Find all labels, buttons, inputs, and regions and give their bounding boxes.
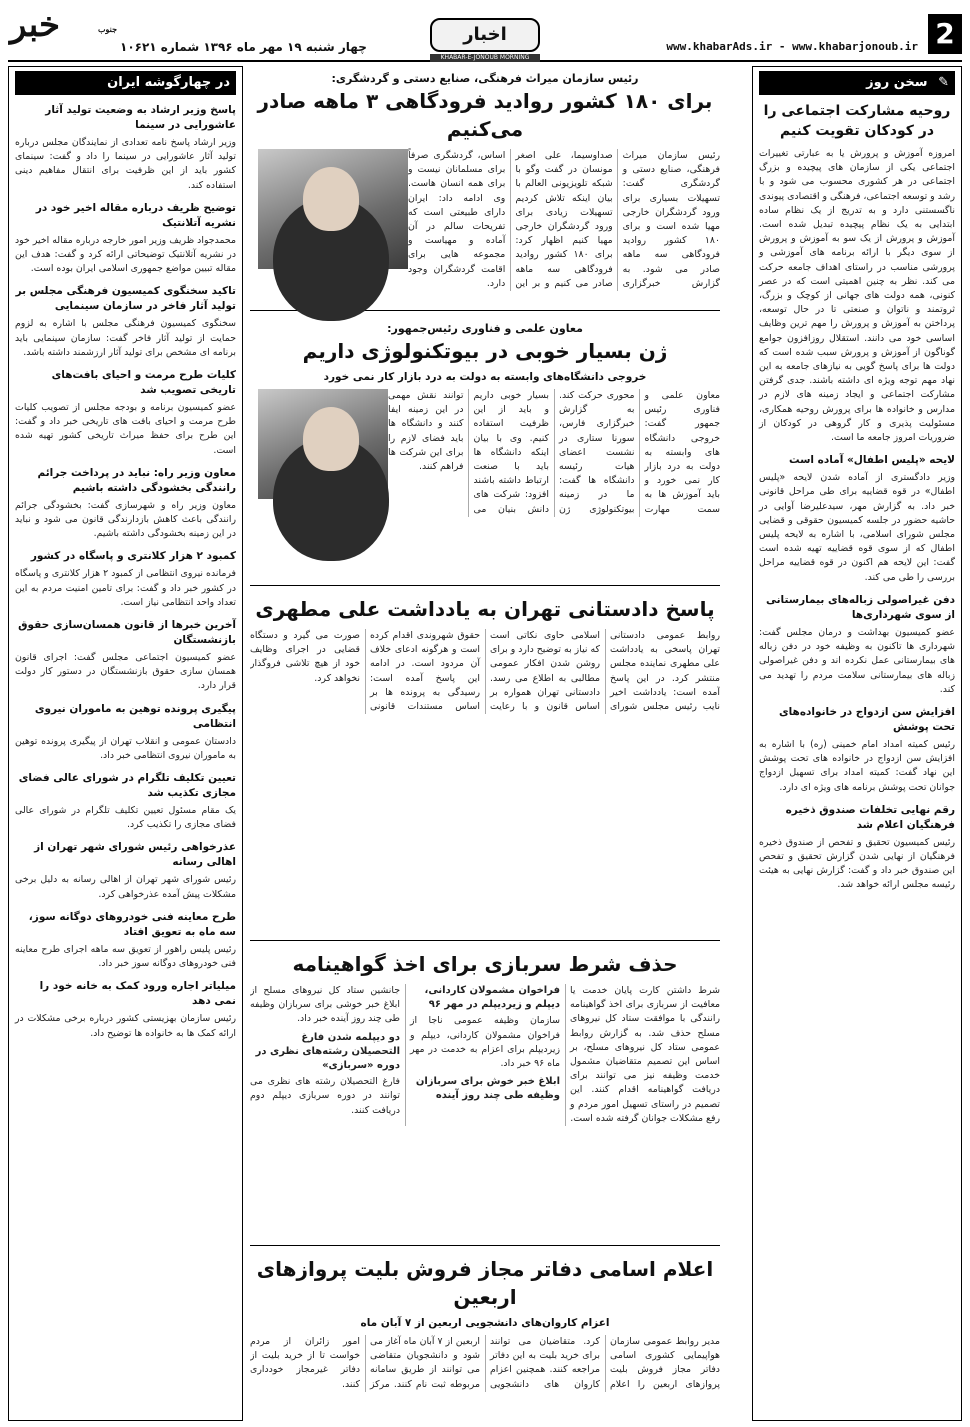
sub-heading: فراخوان مشمولان کاردانی، دیپلم و زیردیپلم در مهر ۹۶ [424,985,560,1011]
story-headline[interactable]: ژن بسیار خوبی در بیوتکنولوژی داریم [302,339,668,363]
story-headline[interactable]: حذف شرط سربازی برای اخذ گواهینامه [292,952,678,976]
list-item-body: رئیس پلیس راهور از تعویق سه ماهه اجرای طرح معاینه فنی خودروهای دوگانه سوز خبر داد. [15,943,236,970]
provinces-box-header [15,71,236,95]
story-body-columns [250,984,720,1126]
story-kicker: رئیس سازمان میراث فرهنگی، صنایع دستی و گردشگری: [331,72,639,85]
list-item-body: معاون وزیر راه و شهرسازی گفت: بخشودگی جرائم رانندگی باعث کاهش بازدارندگی قانون می شود و نباید در این زمینه بخشودگی داشته باشیم. [15,499,236,540]
list-item-body: یک مقام مسئول تعیین تکلیف تلگرام در شورای عالی فضای مجازی را تکذیب کرد. [15,805,236,831]
logo-subtext: جنوب [98,24,118,34]
sub-body: سازمان وظیفه عمومی ناجا از فراخوان مشمولان کاردانی، دیپلم و زیردیپلم برای اعزام به خدمت در مهر ماه ۹۶ خبر داد. [410,1015,560,1070]
story-prosecutor-reply [250,591,720,941]
provinces-box-label: در چهارگوشه ایران [107,75,230,90]
list-item-body: رئیس شورای شهر تهران از اهالی رسانه به دلیل برخی مشکلات پیش آمده عذرخواهی کرد. [15,874,236,900]
story-body: مدیر روابط عمومی سازمان هواپیمایی کشوری اسامی دفاتر مجاز فروش بلیت پروازهای اربعین را اعلام کرد. متقاضیان می توانند برای خرید بلیت به این دفاتر مراجعه کنند. همچنین اعزام کاروان های دانشجویی اربعین از ۷ آبان ماه آغاز می شود و دانشجویان متقاضی می توانند از طریق سامانه مربوطه ثبت نام کنند. مرکز امور زائران از مردم خواست تا از خرید بلیت از دفاتر غیرمجاز خودداری کنند. [250,1336,720,1390]
story-biotech [250,316,720,586]
list-item-body: محمدجواد ظریف وزیر امور خارجه درباره مقاله اخیر خود در نشریه آتلانتیک توضیحاتی ارائه کرد و گفت: هدف این مقاله تبیین مواضع جمهوری اسلامی ایران بوده است. [15,234,236,275]
story-tourism-visa [250,66,720,311]
story-headline[interactable]: برای ۱۸۰ کشور روادید فرودگاهی ۳ ماهه صادر می‌کنیم [257,89,713,141]
list-item-title[interactable]: میلیاتر اجاره ورود کمک به خانه خود را نمی دهد [39,980,236,1008]
list-item-title[interactable]: کلیات طرح مرمت و احیای بافت‌های تاریخی تصویب شد [51,369,236,397]
list-item-title[interactable]: عذرخواهی رئیس شورای شهر تهران از اهالی رسانه [34,841,236,869]
story-lead: اعزام کاروان‌های دانشجویی اربعین از ۷ آبان ماه [360,1317,610,1329]
news-title: لایحه «پلیس اطفال» آماده است [788,454,955,467]
news-title: رقم نهایی تخلفات صندوق ذخیره فرهنگیان اعلام شد [785,803,955,831]
list-item-title[interactable]: کمبود ۲ هزار کلانتری و پاسگاه در کشور [30,550,236,563]
website-url[interactable]: www.khabarAds.ir - www.khabarjonoub.ir [666,40,918,53]
sub-body: جانشین ستاد کل نیروهای مسلح از ابلاغ خبر خوشی برای سربازان وظیفه طی چند روز آینده خبر داد. [250,985,400,1025]
editorial-title: روحیه مشارکت اجتماعی را در کودکان تقویت کنیم [763,103,951,139]
editorial-column [752,66,962,1421]
newspaper-logo [10,5,120,45]
story-body: معاون علمی و فناوری رئیس جمهور گفت: خروجی دانشگاه های وابسته به دولت به درد بازار کار نمی خورد و باید آموزش ها به سمت مهارت محوری حرکت کند. به گزارش خبرگزاری فارس، سورنا ستاری در نشست اعضای هیات رئیسه دانشگاه ها گفت: ما در زمینه بیوتکنولوژی ژن بسیار خوبی داریم و باید از این ظرفیت استفاده کنیم. وی با بیان اینکه دانشگاه ها باید با صنعت ارتباط داشته باشند افزود: شرکت های دانش بنیان می توانند نقش مهمی در این زمینه ایفا کنند و دانشگاه ها باید فضای لازم را برای این شرکت ها فراهم کنند. [388,390,720,515]
story-headline[interactable]: اعلام اسامی دفاتر مجاز فروش بلیت پروازهای اربعین [256,1257,714,1309]
list-item-body: عضو کمیسیون برنامه و بودجه مجلس از تصویب کلیات طرح مرمت و احیای بافت های تاریخی خبر داد و گفت: این طرح برای حفظ میراث تاریخی کشور تهیه شده است. [15,402,236,456]
editorial-body: امروزه آموزش و پرورش یا به عبارتی تغییرات اجتماعی یکی از سازمان های پیچیده و بزرگ اجتماعی در هر کشوری محسوب می شود و با رشد و توسعه اجتماعی، فرهنگی و اقتصادی پیوندی ناگسستنی دارد و به تدریج از یک نظام ساده ابتدایی به یک نظام پیچیده تبدیل شده است. آموزش و پرورش از یک سو به آموزش و پرورش از سوی دیگر با ارائه برنامه های آموزشی و پرورشی مناسب در راستای اهداف جامعه حرکت می کند. نظر به چنین اهمیتی است که در عصر کنونی، همه دولت های جهانی از کوچک و بزرگ، ثروتمند و ناتوان و صنعتی تا در حال توسعه، پرداختن به آموزش و پرورش را مهم ترین وظایف اساسی خود می دانند. استقلال روزافزون جوامع گوناگون از آموزش و پرورش سبب شده است که دولت ها برای پاسخ گویی به نیازهای جامعه به این نهاد مهم توجه ویژه ای داشته باشند. جدی گرفتن مشارکت اجتماعی و ایجاد زمینه های لازم در مدارس و خانواده ها برای پرورش روحیه همکاری، مسئولیت پذیری و کار گروهی در کودکان از ضروریات امروز جامعه ما است. [759,148,955,444]
main-news-area [250,66,720,1421]
logo-text: خبر [10,5,61,45]
provinces-news-list [15,103,236,1041]
section-title: اخبار [430,18,540,52]
news-body: رئیس کمیته امداد امام خمینی (ره) با اشاره به افزایش سن ازدواج در خانواده های تحت پوشش این نهاد گفت: کمیته امداد برای تسهیل ازدواج جوانان تحت پوشش برنامه های ویژه ای دارد. [759,738,955,793]
sub-heading: دو دیپلمه شدن فارغ التحصیلان رشته‌های نظری در دوره «سربازی» [255,1031,400,1072]
news-body: رئیس کمیسیون تحقیق و تفحص از صندوق ذخیره فرهنگیان از نهایی شدن گزارش تحقیق و تفحص این صندوق خبر داد و گفت: گزارش نهایی به هیئت رئیسه مجلس ارائه خواهد شد. [759,836,955,891]
list-item-title[interactable]: توضیح ظریف درباره مقاله اخیر خود در نشریه آتلانتیک [35,201,236,229]
issue-date: چهار شنبه ۱۹ مهر ماه ۱۳۹۶ شماره ۱۰۶۲۱ [120,40,367,54]
portrait-photo [258,389,388,499]
news-body: وزیر دادگستری از آماده شدن لایحه «پلیس اطفال» در قوه قضاییه برای طی مراحل قانونی خبر داد. به گزارش مهر، سیدعلیرضا آوایی در حاشیه حضور در جلسه کمیسیون حقوقی و قضایی مجلس شورای اسلامی، با اشاره به لایحه پلیس اطفال که از سوی قوه قضاییه تهیه شده است گفت: این لایحه هم اکنون در قوه قضاییه مراحل بررسی را طی می کند. [759,472,955,583]
list-item-title[interactable]: پیگیری پرونده توهین به ماموران نیروی انتظامی [34,702,236,730]
list-item-body: دادستان عمومی و انقلاب تهران از پیگیری پرونده توهین به ماموران نیروی انتظامی خبر داد. [15,735,236,761]
newspaper-header [0,0,970,69]
english-masthead: KHABAR-E-JONOUB MORNING NEWSPAPER [430,54,540,62]
list-item-title[interactable]: تاکید سخنگوی کمیسیون فرهنگی مجلس بر تولید آثار فاخر در سازمان سینمایی [15,285,236,313]
story-headline[interactable]: پاسخ دادستانی تهران به یادداشت علی مطهری [255,597,715,621]
pen-icon: ✎ [938,75,949,90]
news-title: افزایش سن ازدواج در خانواده‌های تحت پوشش [778,705,955,733]
story-body: روابط عمومی دادستانی تهران پاسخی به یادداشت علی مطهری نماینده مجلس منتشر کرد. در این پاسخ آمده است: یادداشت اخیر نایب رئیس مجلس شورای اسلامی حاوی نکاتی است که نیاز به توضیح دارد و برای روشن شدن افکار عمومی مطالبی به اطلاع می رسد. دادستانی تهران همواره بر اساس قانون و با رعایت حقوق شهروندی اقدام کرده است و هرگونه ادعای خلاف آن مردود است. در ادامه این پاسخ آمده است: رسیدگی به پرونده ها بر اساس مستندات قانونی صورت می گیرد و دستگاه قضایی در اجرای وظایف خود از هیچ تلاشی فروگذار نخواهد کرد. [250,630,720,713]
list-item-body: سخنگوی کمیسیون فرهنگی مجلس با اشاره به لزوم حمایت از تولید آثار فاخر گفت: سازمان سینمایی باید برنامه ای مشخص برای تولید آثار ارزشمند داشته باشد. [15,318,236,358]
list-item-title[interactable]: آخرین خبرها از قانون همسان‌سازی حقوق بازنشستگان [18,619,236,647]
sub-heading: ابلاغ خبر خوش برای سربازان وظیفه طی چند روز آینده [415,1076,560,1102]
list-item-body: فرمانده نیروی انتظامی از کمبود ۲ هزار کلانتری و پاسگاه در کشور خبر داد و گفت: برای تامین امنیت مردم به این تعداد واحد انتظامی نیاز است. [15,568,237,608]
story-lead: خروجی دانشگاه‌های وابسته به دولت به درد بازار کار نمی خورد [323,371,647,383]
story-kicker: معاون علمی و فناوری رئیس‌جمهور: [387,322,583,335]
story-military-license [250,946,720,1246]
news-body: عضو کمیسیون بهداشت و درمان مجلس گفت: شهرداری ها تاکنون به وظیفه خود در دفن زباله های بیمارستانی عمل نکرده اند و دفن غیراصولی زباله های بیمارستانی سلامت مردم را تهدید می کند. [759,626,955,695]
list-item-body: وزیر ارشاد پاسخ نامه تعدادی از نمایندگان مجلس درباره تولید آثار عاشورایی در سینما را داد و گفت: سینمای کشور باید از این ظرفیت برای انتقال مفاهیم دینی استفاده کند. [15,137,236,191]
list-item-title[interactable]: تعیین تکلیف تلگرام در شورای عالی فضای مجازی تکذیب شد [18,772,236,800]
editorial-box-header [759,71,955,95]
story-arbaeen-flights [250,1251,720,1421]
story-body: شرط داشتن کارت پایان خدمت یا معافیت از سربازی برای اخذ گواهینامه رانندگی با موافقت ستاد کل نیروهای مسلح حذف شد. به گزارش روابط عمومی ستاد کل نیروهای مسلح، بر اساس این تصمیم متقاضیان مشمول خدمت وظیفه نیز می توانند برای دریافت گواهینامه اقدام کنند. این تصمیم در راستای تسهیل امور مردم و رفع مشکلات جوانان گرفته شده است. [570,985,720,1124]
list-item-title[interactable]: پاسخ وزیر ارشاد به وضعیت تولید آثار عاشورایی در سینما [45,104,236,131]
story-body: رئیس سازمان میراث فرهنگی، صنایع دستی و گردشگری گفت: تسهیلات بسیاری برای ورود گردشگران خارجی مهیا شده است و برای ۱۸۰ کشور روادید فرودگاهی سه ماهه صادر می شود. به گزارش خبرگزاری صداوسیما، علی اصغر مونسان در گفت وگو با شبکه تلویزیونی العالم با بیان اینکه تلاش کردیم تسهیلات زیادی برای ورود گردشگران خارجی مهیا کنیم اظهار کرد: برای ۱۸۰ کشور روادید فرودگاهی سه ماهه صادر می کنیم و بر این اساس، گردشگری صرفاً برای مسلمانان نیست و برای همه انسان هاست. وی ادامه داد: ایران دارای طبیعتی است که تفریحات سالم در آن آماده و مهیاست و مجموعه هایی برای اقامت گردشگران وجود دارد. [408,150,720,289]
portrait-photo [258,149,408,269]
list-item-title[interactable]: طرح معاینه فنی خودروهای دوگانه سوز، سه ماه به تعویق افتاد [28,910,236,938]
page-number: 2 [928,14,962,54]
list-item-title[interactable]: معاون وزیر راه: نباید در پرداخت جرائم رانندگی بخشودگی داشته باشیم [37,466,236,494]
list-item-body: رئیس سازمان بهزیستی کشور درباره برخی مشکلات در ارائه کمک ها به خانواده ها توضیح داد. [15,1013,236,1039]
list-item-body: عضو کمیسیون اجتماعی مجلس گفت: اجرای قانون همسان سازی حقوق بازنشستگان در دستور کار دولت قرار دارد. [15,652,236,692]
news-title: دفن غیراصولی زباله‌های بیمارستانی از سوی شهرداری‌ها [765,593,955,621]
editorial-box-label: سخن روز [866,75,928,90]
sub-body: فارغ التحصیلان رشته های نظری می توانند در دوره سربازی دیپلم دوم دریافت کنند. [250,1076,400,1116]
provinces-column [8,66,243,1421]
